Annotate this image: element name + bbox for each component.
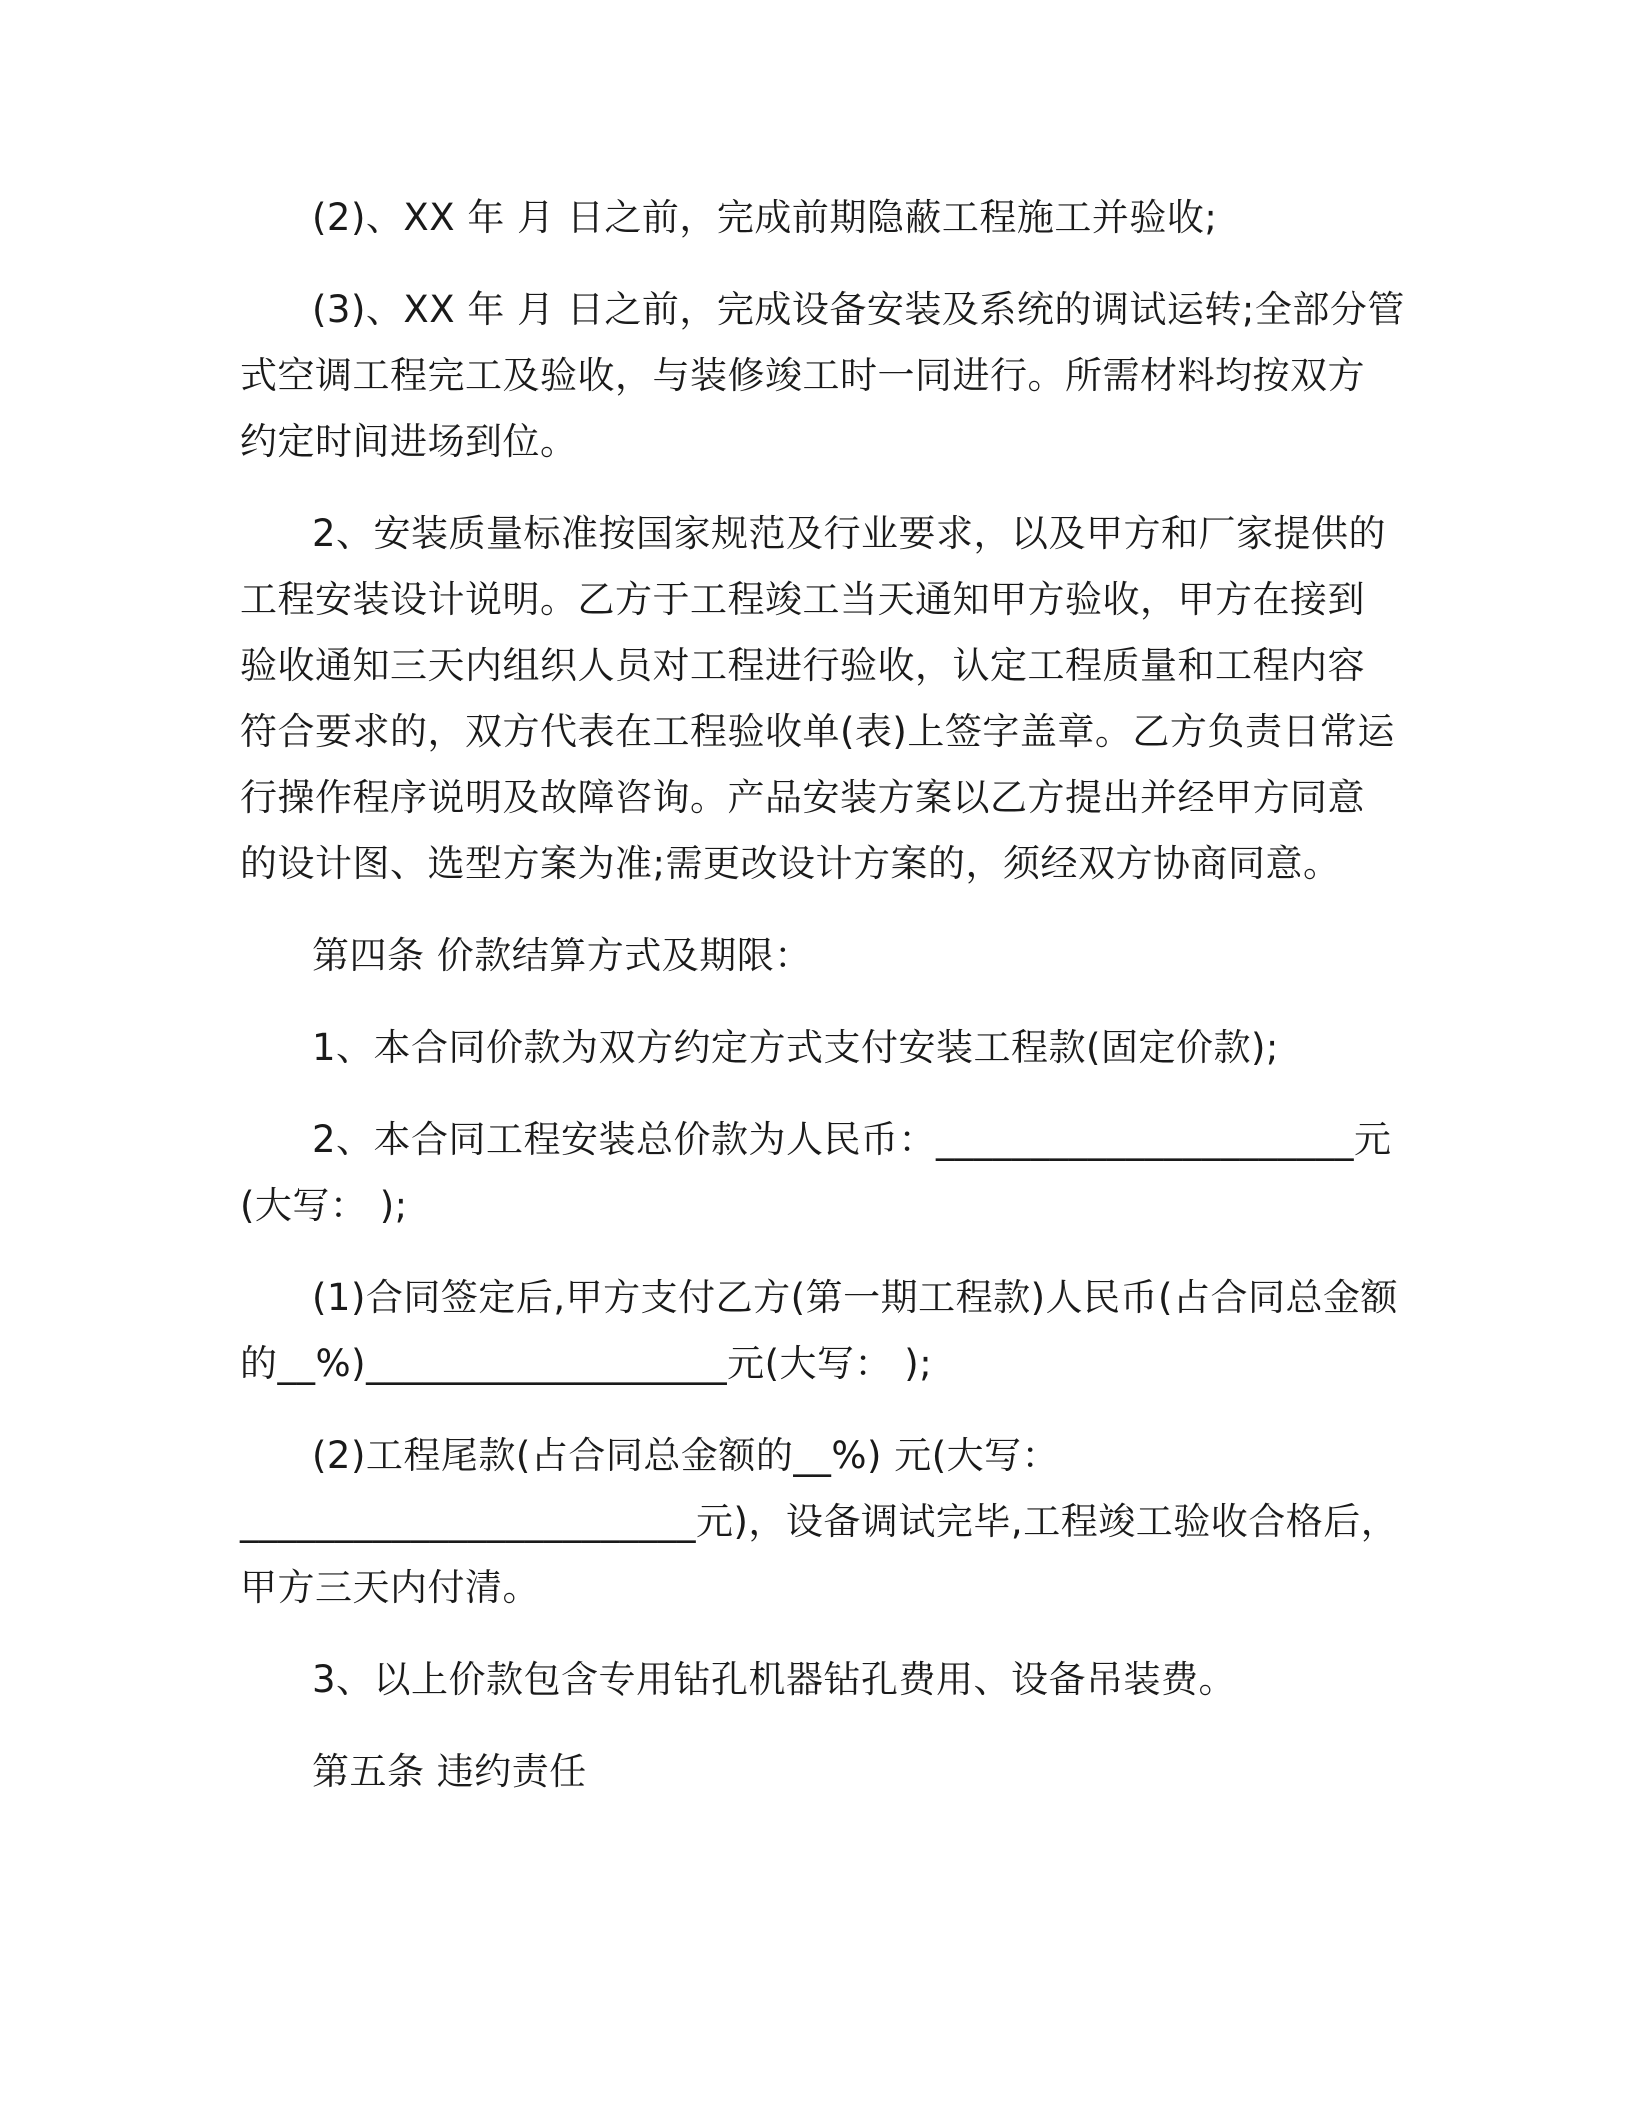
section-heading: 第五条 违约责任: [312, 1750, 587, 1793]
clause-line: 约定时间进场到位。: [240, 420, 578, 463]
clause-line: 甲方三天内付清。: [240, 1566, 540, 1609]
clause-line: (1)合同签定后,甲方支付乙方(第一期工程款)人民币(占合同总金额: [312, 1276, 1398, 1319]
clause-line: 2、本合同工程安装总价款为人民币：______________________元: [312, 1118, 1392, 1161]
clause-line: ________________________元)，设备调试完毕,工程竣工验收合格后，: [240, 1500, 1399, 1543]
clause-line: 的__%)___________________元(大写： );: [240, 1342, 933, 1385]
clause-line: 式空调工程完工及验收，与装修竣工时一同进行。所需材料均按双方: [240, 354, 1365, 397]
clause-line: (大写： );: [240, 1184, 408, 1227]
clause-line: 行操作程序说明及故障咨询。产品安装方案以乙方提出并经甲方同意: [240, 776, 1365, 819]
clause-line: 符合要求的，双方代表在工程验收单(表)上签字盖章。乙方负责日常运: [240, 710, 1395, 753]
clause-line: 工程安装设计说明。乙方于工程竣工当天通知甲方验收，甲方在接到: [240, 578, 1365, 621]
clause-line: 1、本合同价款为双方约定方式支付安装工程款(固定价款);: [312, 1026, 1279, 1069]
clause-line: (2)工程尾款(占合同总金额的__%) 元(大写：: [312, 1434, 1060, 1477]
clause-line: 2、安装质量标准按国家规范及行业要求，以及甲方和厂家提供的: [312, 512, 1387, 555]
clause-line: 的设计图、选型方案为准;需更改设计方案的，须经双方协商同意。: [240, 842, 1341, 885]
clause-line: (2)、XX 年 月 日之前，完成前期隐蔽工程施工并验收;: [312, 196, 1218, 239]
section-heading: 第四条 价款结算方式及期限：: [312, 934, 812, 977]
clause-line: 验收通知三天内组织人员对工程进行验收，认定工程质量和工程内容: [240, 644, 1365, 687]
clause-line: 3、以上价款包含专用钻孔机器钻孔费用、设备吊装费。: [312, 1658, 1237, 1701]
clause-line: (3)、XX 年 月 日之前，完成设备安装及系统的调试运转;全部分管: [312, 288, 1405, 331]
